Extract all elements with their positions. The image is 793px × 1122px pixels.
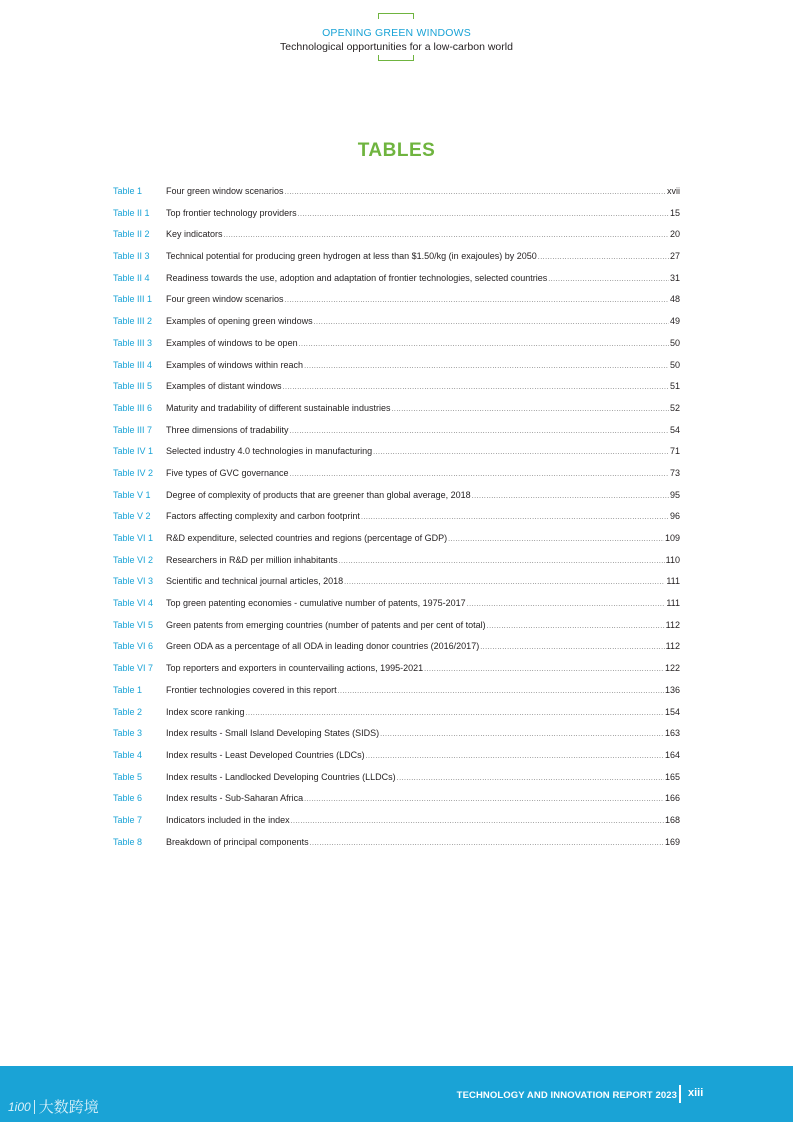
toc-entry-page: 112 — [665, 619, 680, 630]
toc-entry-title[interactable]: Top reporters and exporters in countervailing actions, 1995-2021 — [166, 663, 424, 674]
footer-divider — [679, 1085, 681, 1103]
toc-entry[interactable] — [113, 357, 680, 379]
toc-entry-label[interactable]: Table VI 6 — [113, 641, 154, 652]
toc-entry[interactable] — [113, 725, 680, 747]
toc-leader-dots — [538, 248, 669, 266]
toc-entry-title[interactable]: Breakdown of principal components — [166, 836, 309, 847]
toc-entry-label[interactable]: Table 7 — [113, 814, 143, 825]
toc-entry-label[interactable]: Table VI 5 — [113, 619, 154, 630]
toc-leader-dots — [480, 638, 664, 656]
toc-entry-label[interactable]: Table 1 — [113, 186, 143, 196]
toc-entry-title[interactable]: Index results - Landlocked Developing Countries (LLDCs) — [166, 771, 396, 782]
toc-leader-dots — [314, 313, 669, 331]
toc-entry[interactable] — [113, 205, 680, 227]
page-footer — [0, 1066, 793, 1122]
toc-entry-title[interactable]: Index results - Least Developed Countries (LDCs) — [166, 749, 365, 760]
toc-entry-page: 169 — [664, 836, 680, 847]
toc-entry[interactable] — [113, 422, 680, 444]
toc-entry-title[interactable]: Degree of complexity of products that are greener than global average, 2018 — [166, 489, 471, 500]
toc-entry[interactable] — [113, 617, 680, 639]
toc-entry-label[interactable]: Table III 7 — [113, 424, 153, 435]
toc-entry-title[interactable]: Index score ranking — [166, 706, 245, 717]
toc-entry-page: 50 — [669, 359, 680, 370]
footer-page-number: xiii — [688, 1087, 704, 1099]
toc-entry[interactable] — [113, 595, 680, 617]
toc-entry-page: 73 — [669, 467, 680, 478]
toc-leader-dots — [304, 357, 669, 375]
toc-entry-label[interactable]: Table VI 2 — [113, 554, 154, 565]
toc-leader-dots — [224, 226, 669, 244]
toc-leader-dots — [304, 790, 664, 808]
toc-entry[interactable] — [113, 335, 680, 357]
toc-entry[interactable] — [113, 508, 680, 530]
toc-entry-page: 52 — [669, 402, 680, 413]
toc-leader-dots — [290, 465, 669, 483]
toc-entry-title[interactable]: Indicators included in the index — [166, 814, 290, 825]
toc-entry-page: 15 — [669, 207, 680, 218]
toc-entry[interactable] — [113, 400, 680, 422]
watermark — [8, 1096, 99, 1117]
toc-entry[interactable] — [113, 747, 680, 769]
toc-leader-dots — [299, 335, 669, 353]
toc-entry[interactable] — [113, 378, 680, 400]
toc-leader-dots — [424, 660, 664, 678]
toc-entry-label[interactable]: Table III 1 — [113, 294, 153, 305]
toc-entry-label[interactable]: Table II 1 — [113, 207, 150, 218]
toc-leader-dots — [472, 487, 669, 505]
toc-entry[interactable] — [113, 443, 680, 465]
page-title: TABLES — [357, 140, 436, 161]
toc-entry-label[interactable]: Table 3 — [113, 728, 143, 739]
toc-entry-title[interactable]: Examples of windows to be open — [166, 337, 298, 348]
toc-entry-title[interactable]: Index results - Sub-Saharan Africa — [166, 793, 304, 804]
tables-list — [113, 183, 680, 855]
toc-entry-page: 49 — [669, 316, 680, 327]
toc-entry-title[interactable]: Top green patenting economies - cumulative number of patents, 1975-2017 — [166, 598, 466, 609]
toc-entry-page: 96 — [669, 511, 680, 522]
toc-entry-title[interactable]: Scientific and technical journal articles, 2018 — [166, 576, 344, 587]
toc-entry[interactable] — [113, 812, 680, 834]
toc-entry[interactable] — [113, 226, 680, 248]
toc-leader-dots — [391, 400, 669, 418]
toc-entry-label[interactable]: Table 6 — [113, 793, 143, 804]
toc-entry-page: 51 — [669, 381, 680, 392]
header-bracket-top — [378, 13, 414, 19]
toc-entry-title[interactable]: Factors affecting complexity and carbon footprint — [166, 511, 360, 522]
toc-leader-dots — [338, 682, 664, 700]
toc-entry-title[interactable]: Three dimensions of tradability — [166, 424, 289, 435]
toc-entry-page: 50 — [669, 337, 680, 348]
toc-leader-dots — [397, 769, 664, 787]
footer-report-title — [457, 1090, 677, 1101]
toc-entry-page: 31 — [669, 272, 680, 283]
toc-entry[interactable] — [113, 790, 680, 812]
toc-entry-title[interactable]: Top frontier technology providers — [166, 207, 297, 218]
toc-entry-label[interactable]: Table III 2 — [113, 316, 153, 327]
toc-entry-label[interactable]: Table III 4 — [113, 359, 153, 370]
toc-entry[interactable] — [113, 248, 680, 270]
toc-entry[interactable] — [113, 313, 680, 335]
toc-leader-dots — [373, 443, 669, 461]
toc-leader-dots — [548, 270, 669, 288]
toc-entry-label[interactable]: Table II 4 — [113, 272, 150, 283]
toc-leader-dots — [380, 725, 664, 743]
toc-entry[interactable] — [113, 465, 680, 487]
toc-leader-dots — [291, 812, 664, 830]
toc-entry-page: 110 — [665, 554, 680, 565]
toc-entry-title[interactable]: Five types of GVC governance — [166, 467, 289, 478]
toc-entry-label[interactable]: Table VI 1 — [113, 533, 154, 543]
toc-entry[interactable] — [113, 270, 680, 292]
toc-entry-title[interactable]: Green ODA as a percentage of all ODA in leading donor countries (2016/2017) — [166, 641, 480, 652]
toc-entry-page: 166 — [664, 793, 680, 804]
toc-entry-title[interactable]: Green patents from emerging countries (number of patents and per cent of total) — [166, 619, 486, 630]
toc-entry-page: xvii — [667, 186, 680, 196]
toc-entry[interactable] — [113, 660, 680, 682]
toc-entry-label[interactable]: Table 1 — [113, 684, 143, 695]
toc-entry[interactable] — [113, 638, 680, 660]
toc-leader-dots — [246, 704, 664, 722]
toc-entry-title[interactable]: Key indicators — [166, 229, 223, 240]
toc-entry-label[interactable]: Table IV 1 — [113, 446, 154, 457]
toc-entry-label[interactable]: Table V 1 — [113, 489, 151, 500]
toc-entry-page: 71 — [669, 446, 680, 457]
toc-entry[interactable] — [113, 573, 680, 595]
toc-entry-label[interactable]: Table III 6 — [113, 402, 153, 413]
toc-leader-dots — [339, 552, 665, 570]
toc-entry-title[interactable]: Index results - Small Island Developing States (SIDS) — [166, 728, 380, 739]
toc-leader-dots — [344, 573, 665, 591]
toc-entry-title[interactable]: Readiness towards the use, adoption and adaptation of frontier technologies, selected countries — [166, 272, 548, 283]
toc-leader-dots — [366, 747, 664, 765]
toc-entry-label[interactable]: Table 5 — [113, 771, 143, 782]
toc-entry-label[interactable]: Table 4 — [113, 749, 143, 760]
toc-entry-label[interactable]: Table II 2 — [113, 229, 150, 240]
toc-entry-page: 54 — [669, 424, 680, 435]
toc-leader-dots — [487, 617, 665, 635]
toc-entry-page: 109 — [664, 533, 680, 543]
toc-entry-title[interactable]: Examples of opening green windows — [166, 316, 313, 327]
toc-entry[interactable] — [113, 183, 680, 205]
toc-leader-dots — [283, 378, 669, 396]
toc-entry-title[interactable]: Technical potential for producing green hydrogen at less than $1.50/kg (in exajoules) by 2050 — [166, 251, 537, 262]
header-subtitle: Technological opportunities for a low-carbon world — [280, 41, 513, 53]
toc-entry-title[interactable]: Examples of distant windows — [166, 381, 282, 392]
toc-entry-title[interactable]: Frontier technologies covered in this report — [166, 684, 337, 695]
toc-entry-page: 48 — [669, 294, 680, 305]
toc-entry-page: 136 — [664, 684, 680, 695]
toc-leader-dots — [361, 508, 669, 526]
toc-entry-label[interactable]: Table 2 — [113, 706, 143, 717]
toc-entry[interactable] — [113, 769, 680, 791]
toc-entry-page: 20 — [669, 229, 680, 240]
toc-entry-label[interactable]: Table IV 2 — [113, 467, 154, 478]
toc-entry[interactable] — [113, 487, 680, 509]
footer-report-name: TECHNOLOGY AND INNOVATION REPORT — [456, 1090, 653, 1101]
toc-entry-page: 95 — [669, 489, 680, 500]
toc-entry-label[interactable]: Table 8 — [113, 836, 143, 847]
toc-leader-dots — [448, 530, 664, 548]
toc-entry-page: 164 — [664, 749, 680, 760]
toc-entry-page: 111 — [666, 576, 680, 587]
toc-entry-label[interactable]: Table II 3 — [113, 251, 150, 262]
toc-entry-title[interactable]: R&D expenditure, selected countries and regions (percentage of GDP) — [166, 533, 448, 543]
toc-entry-title[interactable]: Four green window scenarios — [166, 294, 284, 305]
toc-entry-label[interactable]: Table VI 4 — [113, 598, 154, 609]
toc-entry-title[interactable]: Examples of windows within reach — [166, 359, 304, 370]
toc-entry-label[interactable]: Table VI 3 — [113, 576, 154, 587]
toc-entry-page: 122 — [664, 663, 680, 674]
toc-entry-page: 154 — [664, 706, 680, 717]
watermark-logo-icon: 1i00 — [8, 1100, 35, 1114]
toc-entry-title[interactable]: Researchers in R&D per million inhabitants — [166, 554, 338, 565]
toc-entry-page: 112 — [665, 641, 680, 652]
page-header — [0, 0, 793, 70]
toc-entry-page: 27 — [669, 251, 680, 262]
toc-leader-dots — [467, 595, 666, 613]
toc-entry-page: 165 — [664, 771, 680, 782]
toc-leader-dots — [310, 834, 664, 852]
toc-entry[interactable] — [113, 291, 680, 313]
toc-entry-label[interactable]: Table III 5 — [113, 381, 153, 392]
toc-leader-dots — [290, 422, 669, 440]
toc-entry-title[interactable]: Maturity and tradability of different sustainable industries — [166, 402, 391, 413]
toc-entry-label[interactable]: Table V 2 — [113, 511, 151, 522]
toc-entry[interactable] — [113, 552, 680, 574]
toc-entry-title[interactable]: Selected industry 4.0 technologies in manufacturing — [166, 446, 373, 457]
toc-entry[interactable] — [113, 834, 680, 856]
toc-leader-dots — [285, 291, 669, 309]
toc-entry-page: 163 — [664, 728, 680, 739]
toc-entry-page: 168 — [664, 814, 680, 825]
toc-entry-label[interactable]: Table VI 7 — [113, 663, 154, 674]
toc-leader-dots — [285, 183, 666, 201]
toc-entry[interactable] — [113, 682, 680, 704]
watermark-text: 大数跨境 — [38, 1099, 99, 1116]
header-bracket-bottom — [378, 55, 414, 61]
footer-report-year: 2023 — [655, 1090, 677, 1101]
toc-leader-dots — [298, 205, 669, 223]
toc-entry-page: 111 — [666, 598, 680, 609]
header-title: OPENING GREEN WINDOWS — [322, 27, 471, 39]
toc-entry-label[interactable]: Table III 3 — [113, 337, 153, 348]
toc-entry[interactable] — [113, 704, 680, 726]
toc-entry-title[interactable]: Four green window scenarios — [166, 186, 284, 196]
toc-entry[interactable] — [113, 530, 680, 552]
